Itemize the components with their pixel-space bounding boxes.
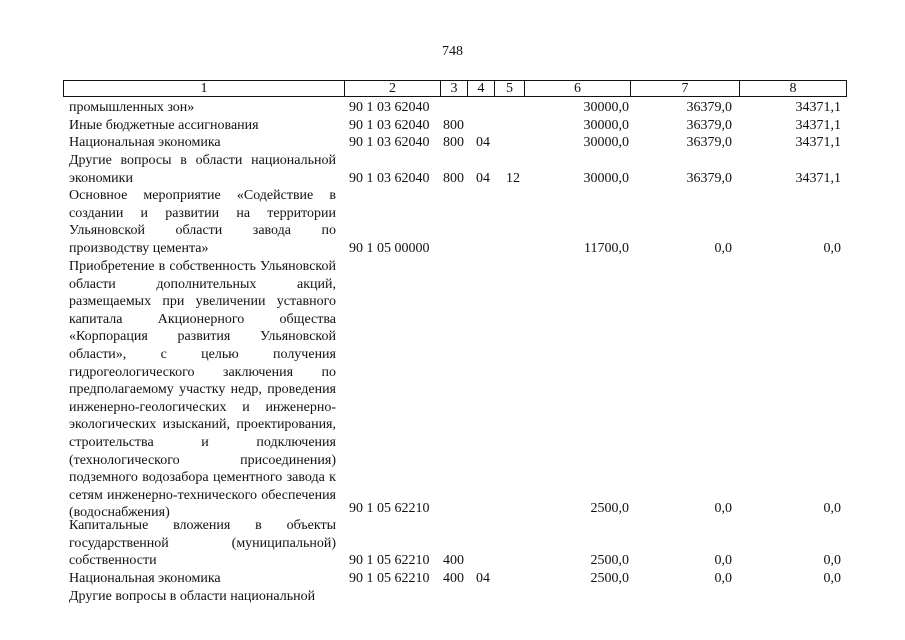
row-amount-col6: 2500,0	[590, 571, 629, 586]
row-description: Приобретение в собственность Ульяновской области дополнительных акций, размещаемых при увеличении уставного капитала Акционерного общества «Корпорация развития Ульяновской области», с целью получения гидрогеологического заключения по предполагаемому участку недр, проведения инженерно-геологических и инженерно-экологических изысканий, проектирования, строительства и подключения (технологического присоединения) подземного водозабора цементного завода к сетям инженерно-технического обеспечения (водоснабжения)	[69, 259, 336, 521]
row-description: Национальная экономика	[69, 135, 221, 150]
header-col-6: 6	[525, 81, 631, 97]
row-amount-col8: 0,0	[823, 553, 841, 569]
header-col-7: 7	[631, 81, 740, 97]
row-amount-col6: 30000,0	[583, 170, 629, 186]
row-target-code: 90 1 03 62040	[349, 100, 430, 115]
row-expense-type: 400	[443, 571, 464, 586]
header-col-8: 8	[740, 81, 847, 97]
page-number: 748	[442, 44, 463, 59]
row-expense-type: 800	[443, 118, 464, 133]
table-header	[63, 80, 847, 97]
row-expense-type: 400	[443, 553, 464, 569]
row-amount-col7: 36379,0	[686, 100, 732, 115]
row-section: 04	[476, 571, 490, 586]
row-target-code: 90 1 05 62210	[349, 553, 430, 569]
row-amount-col7: 36379,0	[686, 135, 732, 150]
row-description: промышленных зон»	[69, 100, 195, 115]
row-target-code: 90 1 05 62210	[349, 571, 430, 586]
header-col-5: 5	[495, 81, 525, 97]
row-amount-col6: 30000,0	[583, 118, 629, 133]
row-target-code: 90 1 03 62040	[349, 135, 430, 150]
row-expense-type: 800	[443, 170, 464, 186]
row-description: Национальная экономика	[69, 571, 221, 586]
row-amount-col6: 2500,0	[590, 553, 629, 569]
row-amount-col8: 0,0	[823, 571, 841, 586]
row-amount-col7: 36379,0	[686, 170, 732, 186]
row-target-code: 90 1 03 62040	[349, 118, 430, 133]
row-amount-col6: 2500,0	[590, 501, 629, 516]
row-amount-col8: 34371,1	[795, 135, 841, 150]
row-description: Основное мероприятие «Содействие в создании и развитии на территории Ульяновской области завода по производству цемента»	[69, 188, 336, 256]
row-section: 04	[476, 135, 490, 150]
header-col-3: 3	[441, 81, 468, 97]
row-amount-col7: 0,0	[714, 571, 732, 586]
row-amount-col7: 0,0	[714, 501, 732, 516]
row-section: 04	[476, 170, 490, 186]
row-target-code: 90 1 03 62040	[349, 170, 430, 186]
row-target-code: 90 1 05 62210	[349, 501, 430, 516]
row-amount-col8: 0,0	[823, 240, 841, 256]
row-amount-col8: 0,0	[823, 501, 841, 516]
row-description: Иные бюджетные ассигнования	[69, 118, 259, 133]
row-expense-type: 800	[443, 135, 464, 150]
row-amount-col6: 30000,0	[583, 135, 629, 150]
row-subsection: 12	[506, 170, 520, 186]
row-amount-col8: 34371,1	[795, 118, 841, 133]
header-col-2: 2	[345, 81, 441, 97]
row-description: Другие вопросы в области национальной	[69, 589, 316, 604]
header-col-1: 1	[64, 81, 345, 97]
row-amount-col7: 0,0	[714, 240, 732, 256]
row-amount-col8: 34371,1	[795, 100, 841, 115]
row-amount-col7: 0,0	[714, 553, 732, 569]
row-amount-col6: 11700,0	[584, 240, 629, 256]
row-amount-col7: 36379,0	[686, 118, 732, 133]
header-col-4: 4	[468, 81, 495, 97]
row-description: Другие вопросы в области национальной экономики	[69, 153, 336, 186]
row-amount-col8: 34371,1	[795, 170, 841, 186]
row-target-code: 90 1 05 00000	[349, 240, 430, 256]
row-amount-col6: 30000,0	[583, 100, 629, 115]
row-description: Капитальные вложения в объекты государственной (муниципальной) собственности	[69, 518, 336, 569]
